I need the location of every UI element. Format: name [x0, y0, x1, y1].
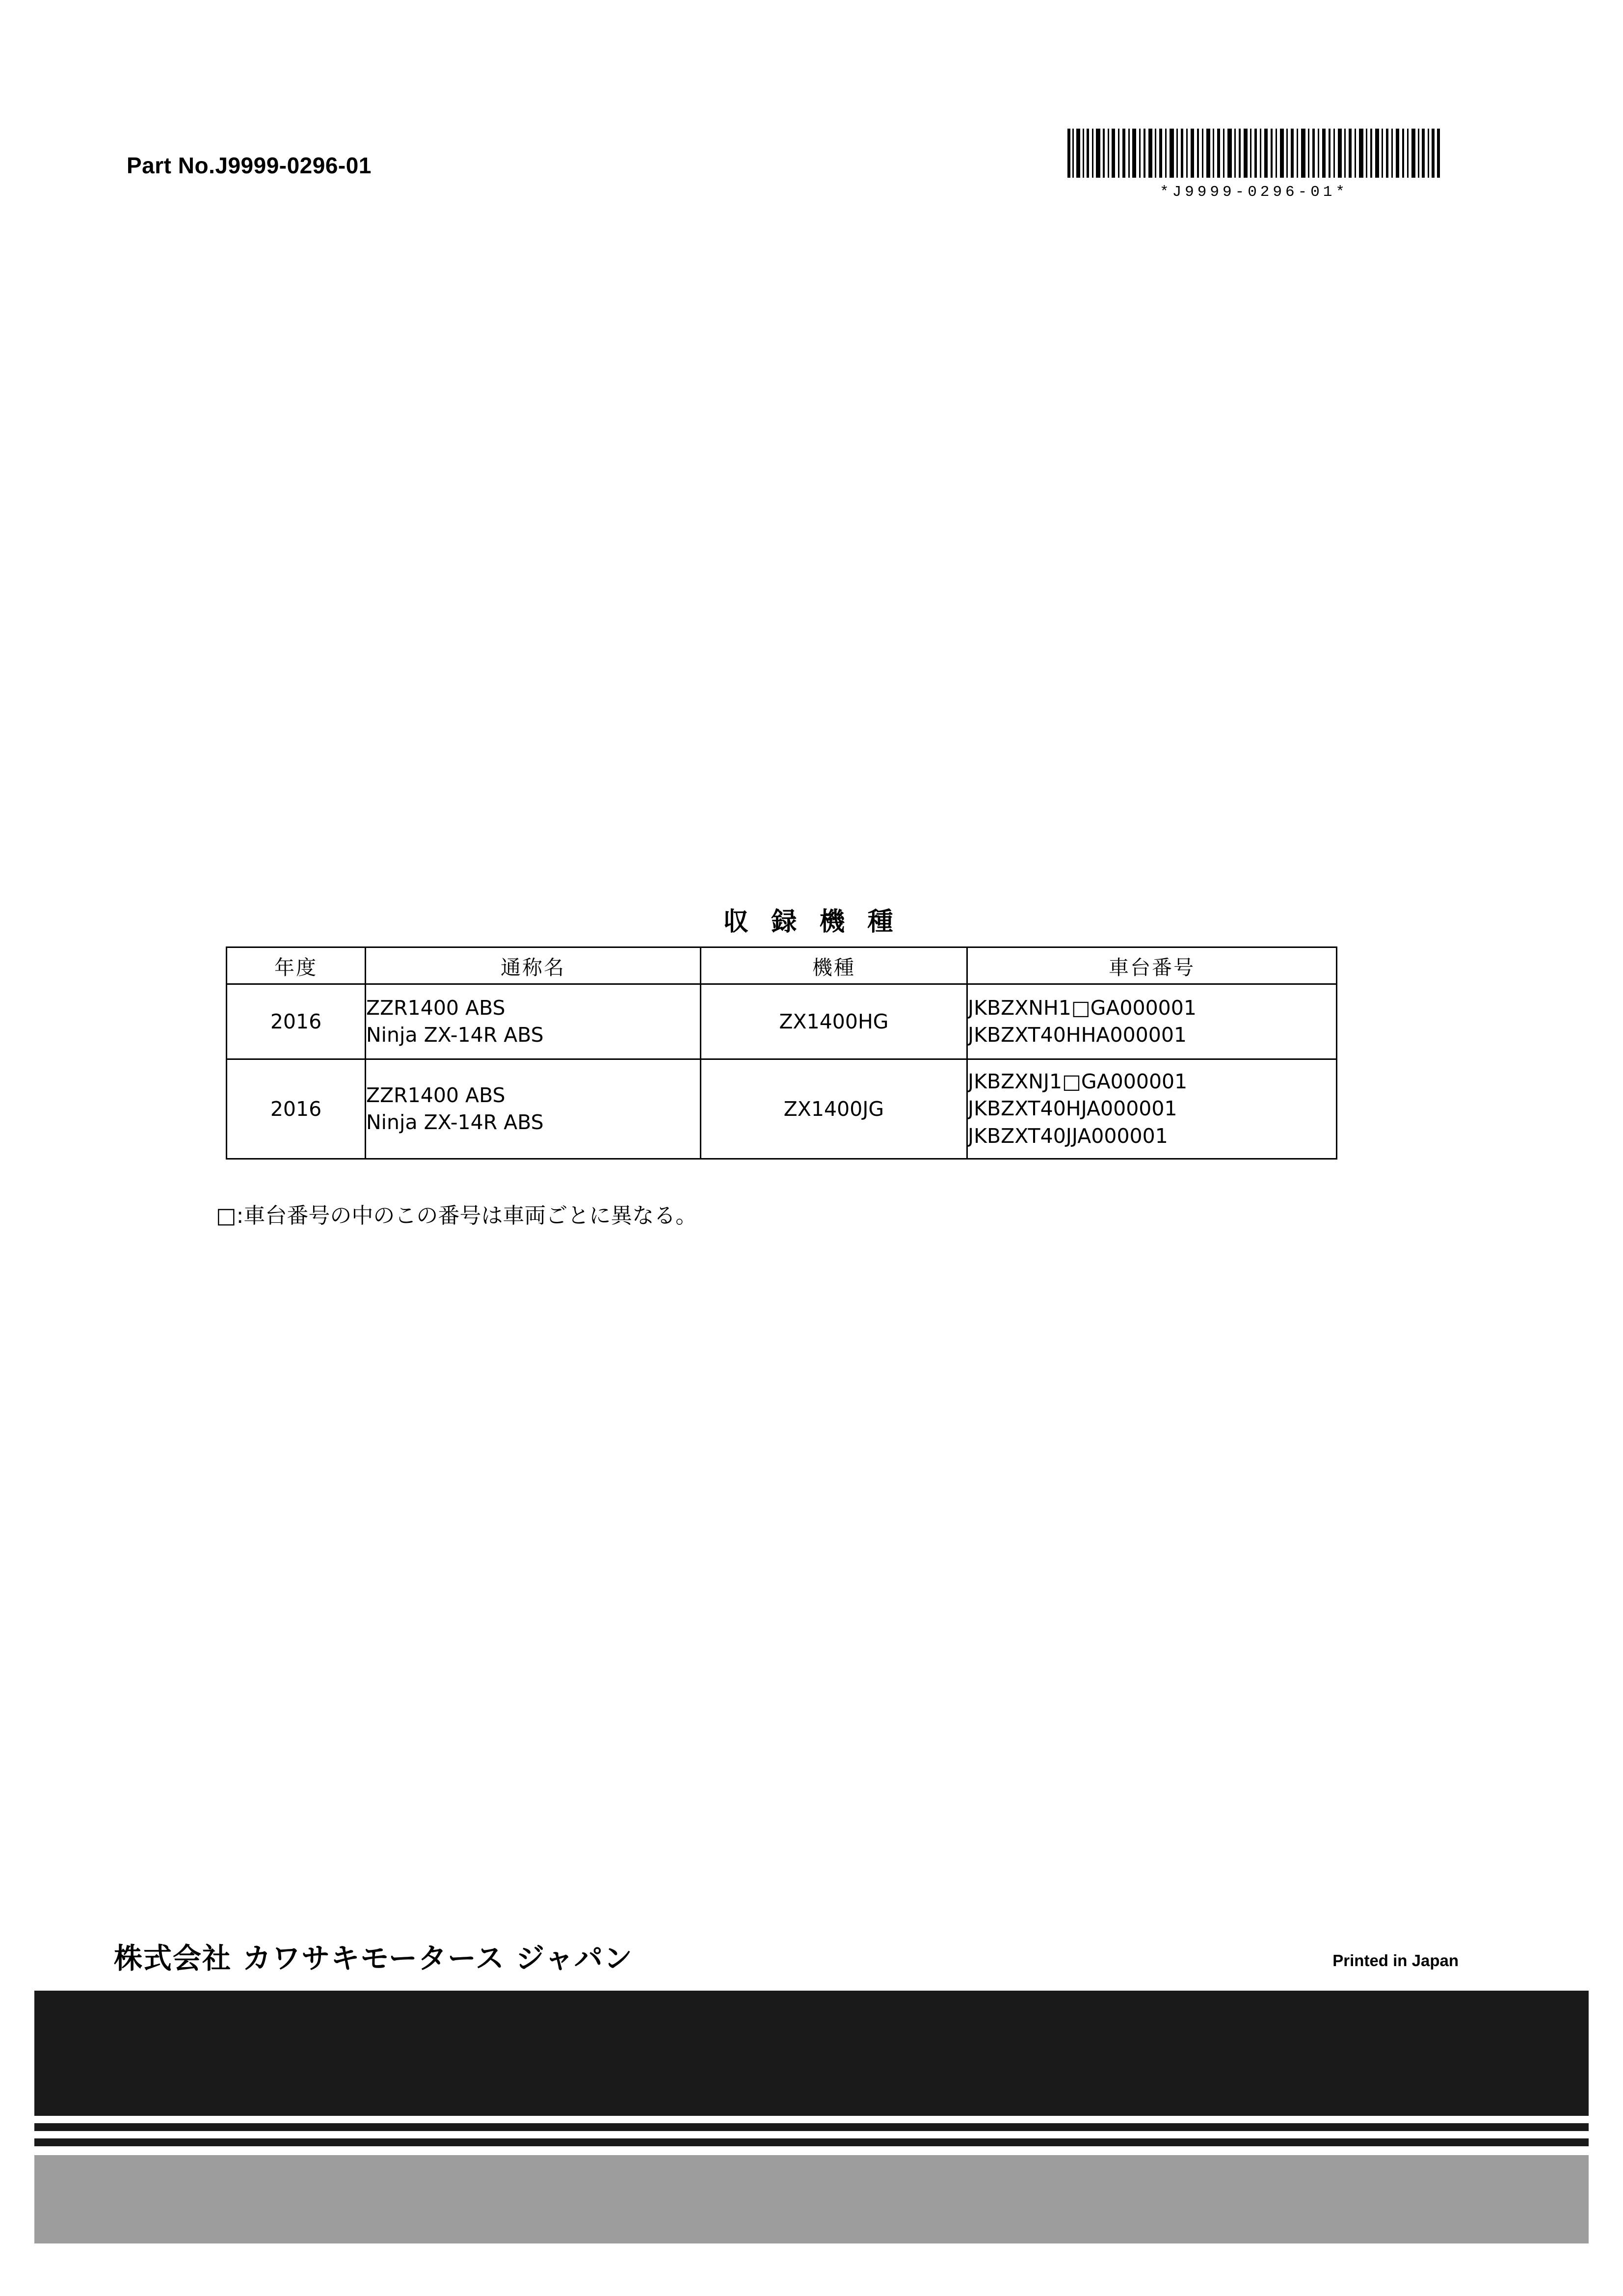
models-table	[226, 946, 1337, 1160]
cell-vin-line: JKBZXNH1□GA000001	[968, 996, 1197, 1020]
company-name: 株式会社 カワサキモータース ジャパン	[114, 1942, 634, 1975]
cell-year: 2016	[227, 984, 366, 1059]
cell-name	[366, 1059, 701, 1159]
cell-model: ZX1400HG	[701, 984, 967, 1059]
footer-bar-black	[34, 1991, 1589, 2116]
cell-name-line: Ninja ZX-14R ABS	[366, 1110, 544, 1134]
cell-vin	[967, 984, 1337, 1059]
part-number: Part No.J9999-0296-01	[127, 153, 372, 178]
barcode-block	[1067, 129, 1440, 201]
footer-bar-rule-lower	[34, 2138, 1589, 2146]
column-header-vin: 車台番号	[967, 947, 1337, 984]
cell-vin	[967, 1059, 1337, 1159]
footer-bar-rule-upper	[34, 2123, 1589, 2131]
column-header-name: 通称名	[366, 947, 701, 984]
table-note: □:車台番号の中のこの番号は車両ごとに異なる。	[216, 1203, 697, 1228]
table-header-row	[227, 947, 1337, 984]
cell-year: 2016	[227, 1059, 366, 1159]
cell-name-line: ZZR1400 ABS	[366, 996, 506, 1020]
barcode-number: *J9999-0296-01*	[1159, 184, 1349, 201]
cell-name	[366, 984, 701, 1059]
table-title: 収 録 機 種	[723, 907, 900, 937]
footer-bar-gray	[34, 2155, 1589, 2243]
cell-vin-line: JKBZXNJ1□GA000001	[968, 1069, 1188, 1093]
cell-name-line: ZZR1400 ABS	[366, 1083, 506, 1107]
cell-name-line: Ninja ZX-14R ABS	[366, 1023, 544, 1047]
cell-vin-line: JKBZXT40JJA000001	[968, 1124, 1168, 1148]
cell-model: ZX1400JG	[701, 1059, 967, 1159]
printed-in-japan: Printed in Japan	[1332, 1951, 1459, 1970]
cell-vin-line: JKBZXT40HHA000001	[968, 1023, 1187, 1047]
cell-vin-line: JKBZXT40HJA000001	[968, 1097, 1177, 1121]
table-row	[227, 984, 1337, 1059]
column-header-model: 機種	[701, 947, 967, 984]
column-header-year: 年度	[227, 947, 366, 984]
table-row	[227, 1059, 1337, 1159]
barcode-icon	[1067, 129, 1440, 178]
